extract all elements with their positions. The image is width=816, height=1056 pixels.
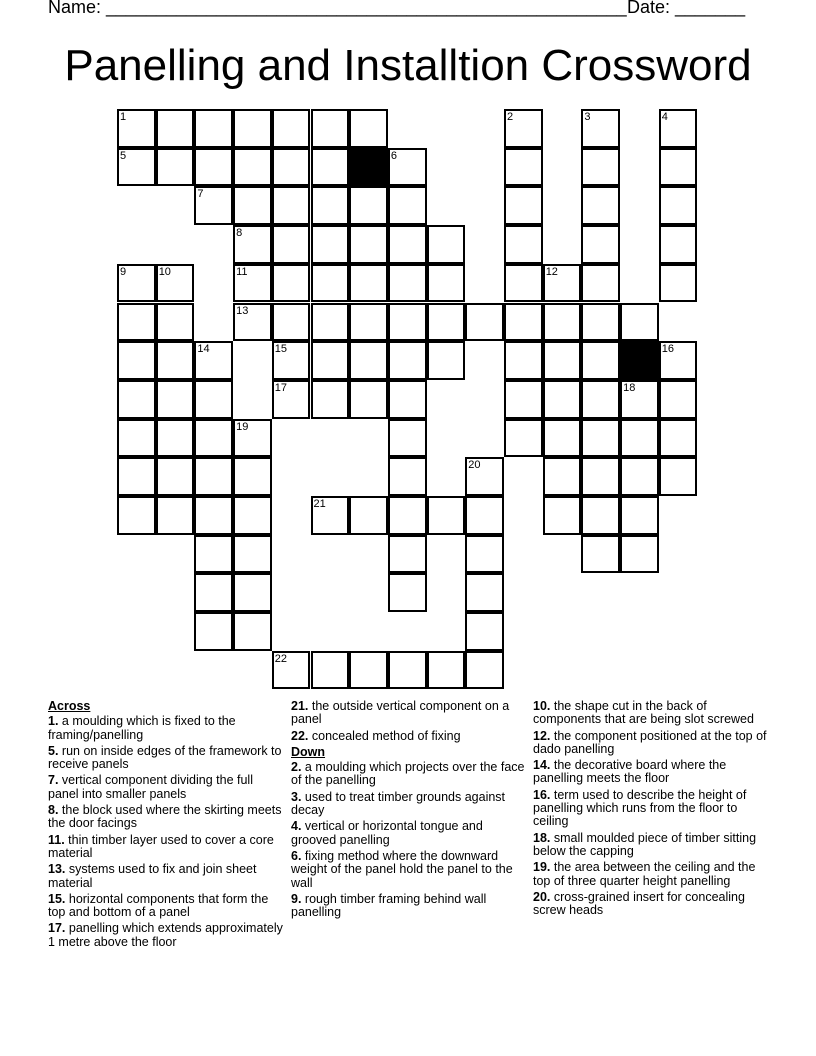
clue-number: 4 [661, 111, 668, 123]
grid-cell[interactable] [272, 148, 311, 187]
grid-cell[interactable] [504, 264, 543, 303]
grid-cell[interactable] [233, 457, 272, 496]
grid-cell[interactable] [581, 496, 620, 535]
grid-cell[interactable] [659, 148, 698, 187]
grid-cell[interactable] [272, 109, 311, 148]
grid-cell[interactable] [388, 303, 427, 342]
grid-cell[interactable] [117, 148, 156, 187]
clue-number: 16. [533, 787, 551, 802]
grid-cell[interactable] [504, 419, 543, 458]
clue-number: 6 [390, 149, 398, 162]
clue-number: 3 [584, 111, 591, 123]
grid-cell[interactable] [620, 380, 659, 419]
grid-cell[interactable] [543, 303, 582, 342]
grid-cell[interactable] [194, 612, 233, 651]
grid-cell[interactable] [156, 457, 195, 496]
clue-number: 18 [623, 381, 636, 394]
grid-cell[interactable] [311, 109, 350, 148]
down-clue [533, 759, 769, 786]
clue-number: 4. [291, 819, 302, 834]
across-clue [48, 774, 284, 801]
grid-cell[interactable] [659, 264, 698, 303]
grid-cell[interactable] [388, 535, 427, 574]
grid-cell[interactable] [156, 303, 195, 342]
grid-cell[interactable] [233, 612, 272, 651]
grid-cell[interactable] [349, 496, 388, 535]
grid-cell[interactable] [388, 186, 427, 225]
grid-cell[interactable] [311, 341, 350, 380]
grid-cell[interactable] [311, 380, 350, 419]
grid-cell[interactable] [156, 109, 195, 148]
grid-cell[interactable] [272, 651, 311, 690]
grid-cell[interactable] [233, 303, 272, 342]
clue-text: the block used where the skirting meets the door facings [48, 803, 282, 831]
grid-cell[interactable] [543, 419, 582, 458]
down-clue [291, 761, 527, 788]
grid-cell[interactable] [194, 573, 233, 612]
grid-cell[interactable] [311, 303, 350, 342]
grid-cell[interactable] [465, 573, 504, 612]
grid-cell[interactable] [156, 148, 195, 187]
clue-number: 11. [48, 832, 65, 847]
grid-cell[interactable] [659, 109, 698, 148]
clue-text: the shape cut in the back of components that are being slot screwed [533, 699, 754, 727]
date-label [627, 0, 745, 18]
grid-cell[interactable] [543, 457, 582, 496]
grid-cell[interactable] [233, 225, 272, 264]
grid-cell[interactable] [349, 186, 388, 225]
black-cell [620, 341, 659, 380]
grid-cell[interactable] [620, 457, 659, 496]
clue-text: vertical component dividing the full panel into smaller panels [48, 773, 253, 801]
down-clue [291, 791, 527, 818]
grid-cell[interactable] [465, 535, 504, 574]
clue-text: the decorative board where the panelling meets the floor [533, 758, 727, 786]
clue-number: 12 [545, 265, 558, 278]
crossword-grid [118, 110, 718, 710]
grid-cell[interactable] [427, 651, 466, 690]
page-title: Panelling and Installtion Crossword [64, 41, 752, 90]
grid-cell[interactable] [349, 264, 388, 303]
clue-number: 9. [291, 891, 302, 906]
grid-cell[interactable] [388, 651, 427, 690]
down-clue [291, 893, 527, 920]
clue-number: 5. [48, 743, 59, 758]
across-clue [48, 715, 284, 742]
down-clue [533, 789, 769, 829]
grid-cell[interactable] [117, 380, 156, 419]
across-clue [291, 700, 527, 727]
down-clue [291, 850, 527, 890]
clue-text: panelling which extends approximately 1 metre above the floor [48, 921, 283, 949]
clue-number: 6. [291, 848, 302, 863]
clue-text: the area between the ceiling and the top of three quarter height panelling [533, 860, 756, 888]
grid-cell[interactable] [117, 264, 156, 303]
grid-cell[interactable] [581, 148, 620, 187]
grid-cell[interactable] [543, 496, 582, 535]
grid-cell[interactable] [427, 341, 466, 380]
grid-cell[interactable] [117, 496, 156, 535]
grid-cell[interactable] [659, 380, 698, 419]
clue-number: 5 [120, 149, 127, 162]
across-clue [48, 863, 284, 890]
clue-number: 1 [120, 111, 127, 123]
grid-cell[interactable] [504, 225, 543, 264]
header [48, 0, 748, 19]
grid-cell[interactable] [311, 148, 350, 187]
grid-cell[interactable] [504, 380, 543, 419]
grid-cell[interactable] [194, 148, 233, 187]
date-field[interactable]: _______ [675, 0, 746, 17]
date-label-text: Date: [627, 0, 676, 17]
grid-cell[interactable] [156, 380, 195, 419]
across-clue [48, 745, 284, 772]
grid-cell[interactable] [504, 109, 543, 148]
grid-cell[interactable] [194, 380, 233, 419]
grid-cell[interactable] [194, 496, 233, 535]
clue-text: run on inside edges of the framework to receive panels [48, 743, 282, 772]
clue-number: 21 [313, 498, 326, 510]
across-clue [48, 834, 284, 861]
clue-number: 15. [48, 891, 66, 906]
grid-cell[interactable] [194, 109, 233, 148]
grid-cell[interactable] [311, 651, 350, 690]
grid-cell[interactable] [465, 457, 504, 496]
down-clue [291, 820, 527, 847]
clue-number: 17 [274, 381, 288, 394]
clue-number: 13. [48, 862, 66, 877]
clue-number: 20 [468, 459, 481, 472]
grid-cell[interactable] [581, 380, 620, 419]
clue-number: 16 [661, 343, 675, 356]
grid-cell[interactable] [194, 419, 233, 458]
grid-cell[interactable] [581, 457, 620, 496]
clue-number: 1. [48, 714, 59, 729]
clue-number: 15 [274, 343, 288, 356]
clue-text: cross-grained insert for concealing screw heads [533, 889, 745, 918]
clue-number: 18. [533, 830, 551, 845]
across-clue [48, 922, 284, 949]
grid-cell[interactable] [117, 109, 156, 148]
clue-text: small moulded piece of timber sitting below the capping [533, 830, 757, 858]
grid-cell[interactable] [117, 419, 156, 458]
grid-cell[interactable] [388, 264, 427, 303]
clue-text: systems used to fix and join sheet material [48, 862, 257, 890]
clue-number: 10 [158, 265, 171, 278]
grid-cell[interactable] [465, 651, 504, 690]
grid-cell[interactable] [388, 380, 427, 419]
down-clue [533, 861, 769, 888]
grid-cell[interactable] [311, 186, 350, 225]
grid-cell[interactable] [156, 496, 195, 535]
clue-number: 20. [533, 889, 551, 904]
grid-cell[interactable] [311, 496, 350, 535]
name-field[interactable]: ____________________________________________________ [106, 0, 627, 17]
clue-number: 14. [533, 758, 551, 773]
clue-text: term used to describe the height of panelling which runs from the floor to ceiling [533, 787, 747, 829]
clue-number: 19. [533, 860, 551, 875]
grid-cell[interactable] [388, 457, 427, 496]
clue-number: 22 [274, 652, 288, 665]
clue-number: 19 [236, 420, 249, 433]
grid-cell[interactable] [659, 419, 698, 458]
grid-cell[interactable] [465, 612, 504, 651]
grid-cell[interactable] [233, 573, 272, 612]
grid-cell[interactable] [465, 496, 504, 535]
grid-cell[interactable] [194, 535, 233, 574]
across-clue [48, 804, 284, 831]
grid-cell[interactable] [233, 496, 272, 535]
grid-cell[interactable] [620, 419, 659, 458]
grid-cell[interactable] [659, 457, 698, 496]
grid-cell[interactable] [272, 186, 311, 225]
grid-cell[interactable] [194, 457, 233, 496]
grid-cell[interactable] [388, 148, 427, 187]
grid-cell[interactable] [311, 225, 350, 264]
grid-cell[interactable] [117, 457, 156, 496]
clue-number: 21. [291, 699, 309, 713]
clue-text: horizontal components that form the top and bottom of a panel [48, 891, 269, 920]
grid-cell[interactable] [272, 264, 311, 303]
clue-text: a moulding which projects over the face of the panelling [291, 760, 525, 788]
clue-number: 9 [120, 265, 127, 278]
grid-cell[interactable] [272, 303, 311, 342]
grid-cell[interactable] [349, 380, 388, 419]
grid-cell[interactable] [388, 496, 427, 535]
grid-cell[interactable] [581, 264, 620, 303]
grid-cell[interactable] [659, 341, 698, 380]
clues-column-1 [48, 700, 284, 952]
clue-number: 22. [291, 728, 309, 743]
clue-text: rough timber framing behind wall panelling [291, 891, 487, 920]
clue-number: 7. [48, 773, 59, 788]
grid-cell[interactable] [427, 264, 466, 303]
grid-cell[interactable] [388, 573, 427, 612]
down-clue [533, 730, 769, 757]
grid-cell[interactable] [156, 341, 195, 380]
grid-cell[interactable] [659, 186, 698, 225]
grid-cell[interactable] [504, 186, 543, 225]
grid-cell[interactable] [581, 109, 620, 148]
clue-number: 17. [48, 921, 66, 936]
grid-cell[interactable] [543, 380, 582, 419]
grid-cell[interactable] [581, 225, 620, 264]
grid-cell[interactable] [272, 380, 311, 419]
grid-cell[interactable] [620, 303, 659, 342]
clue-text: fixing method where the downward weight of the panel hold the panel to the wall [291, 848, 513, 890]
grid-cell[interactable] [427, 496, 466, 535]
grid-cell[interactable] [233, 264, 272, 303]
name-label-text: Name: [48, 0, 107, 17]
grid-cell[interactable] [117, 303, 156, 342]
grid-cell[interactable] [620, 496, 659, 535]
down-clue [533, 700, 769, 727]
clue-text: the component positioned at the top of dado panelling [533, 728, 767, 756]
grid-cell[interactable] [349, 651, 388, 690]
grid-cell[interactable] [620, 535, 659, 574]
grid-cell[interactable] [233, 186, 272, 225]
grid-cell[interactable] [543, 341, 582, 380]
grid-cell[interactable] [272, 341, 311, 380]
clue-number: 2 [507, 111, 514, 123]
clue-number: 8 [236, 227, 243, 240]
grid-cell[interactable] [233, 148, 272, 187]
clue-number: 2. [291, 760, 302, 775]
clue-number: 11 [236, 265, 248, 278]
grid-cell[interactable] [349, 303, 388, 342]
clue-text: thin timber layer used to cover a core material [48, 832, 274, 860]
grid-cell[interactable] [117, 341, 156, 380]
clue-text: used to treat timber grounds against decay [291, 789, 506, 818]
grid-cell[interactable] [272, 225, 311, 264]
clue-number: 7 [197, 188, 204, 201]
grid-cell[interactable] [388, 225, 427, 264]
clue-number: 3. [291, 789, 302, 804]
across-clue [291, 730, 527, 743]
clue-text: a moulding which is fixed to the framing/panelling [48, 714, 236, 742]
grid-cell[interactable] [388, 341, 427, 380]
down-clue [533, 891, 769, 918]
grid-cell[interactable] [427, 225, 466, 264]
grid-cell[interactable] [156, 264, 195, 303]
black-cell [349, 148, 388, 187]
across-heading: Across [48, 699, 91, 713]
grid-cell[interactable] [581, 535, 620, 574]
grid-cell[interactable] [311, 264, 350, 303]
clues-column-2 [291, 700, 527, 922]
clue-number: 10. [533, 699, 551, 713]
grid-cell[interactable] [233, 535, 272, 574]
clue-text: the outside vertical component on a panel [291, 699, 510, 727]
grid-cell[interactable] [233, 109, 272, 148]
down-heading: Down [291, 744, 326, 759]
grid-cell[interactable] [194, 341, 233, 380]
clue-number: 12. [533, 728, 551, 743]
clue-number: 14 [197, 343, 210, 356]
clue-text: vertical or horizontal tongue and grooved panelling [291, 819, 483, 847]
grid-cell[interactable] [504, 303, 543, 342]
grid-cell[interactable] [349, 225, 388, 264]
grid-cell[interactable] [659, 225, 698, 264]
grid-cell[interactable] [504, 148, 543, 187]
across-clue [48, 893, 284, 920]
clue-number: 8. [48, 803, 59, 818]
grid-cell[interactable] [504, 341, 543, 380]
grid-cell[interactable] [349, 109, 388, 148]
down-clue [533, 832, 769, 859]
grid-cell[interactable] [581, 303, 620, 342]
grid-cell[interactable] [156, 419, 195, 458]
grid-cell[interactable] [581, 186, 620, 225]
grid-cell[interactable] [194, 186, 233, 225]
grid-cell[interactable] [581, 419, 620, 458]
clue-number: 13 [236, 304, 249, 317]
clues-column-3 [533, 700, 769, 920]
grid-cell[interactable] [388, 419, 427, 458]
grid-cell[interactable] [581, 341, 620, 380]
name-label [48, 0, 627, 18]
clue-text: concealed method of fixing [308, 728, 461, 743]
grid-cell[interactable] [465, 303, 504, 342]
grid-cell[interactable] [349, 341, 388, 380]
grid-cell[interactable] [233, 419, 272, 458]
grid-cell[interactable] [427, 303, 466, 342]
grid-cell[interactable] [543, 264, 582, 303]
